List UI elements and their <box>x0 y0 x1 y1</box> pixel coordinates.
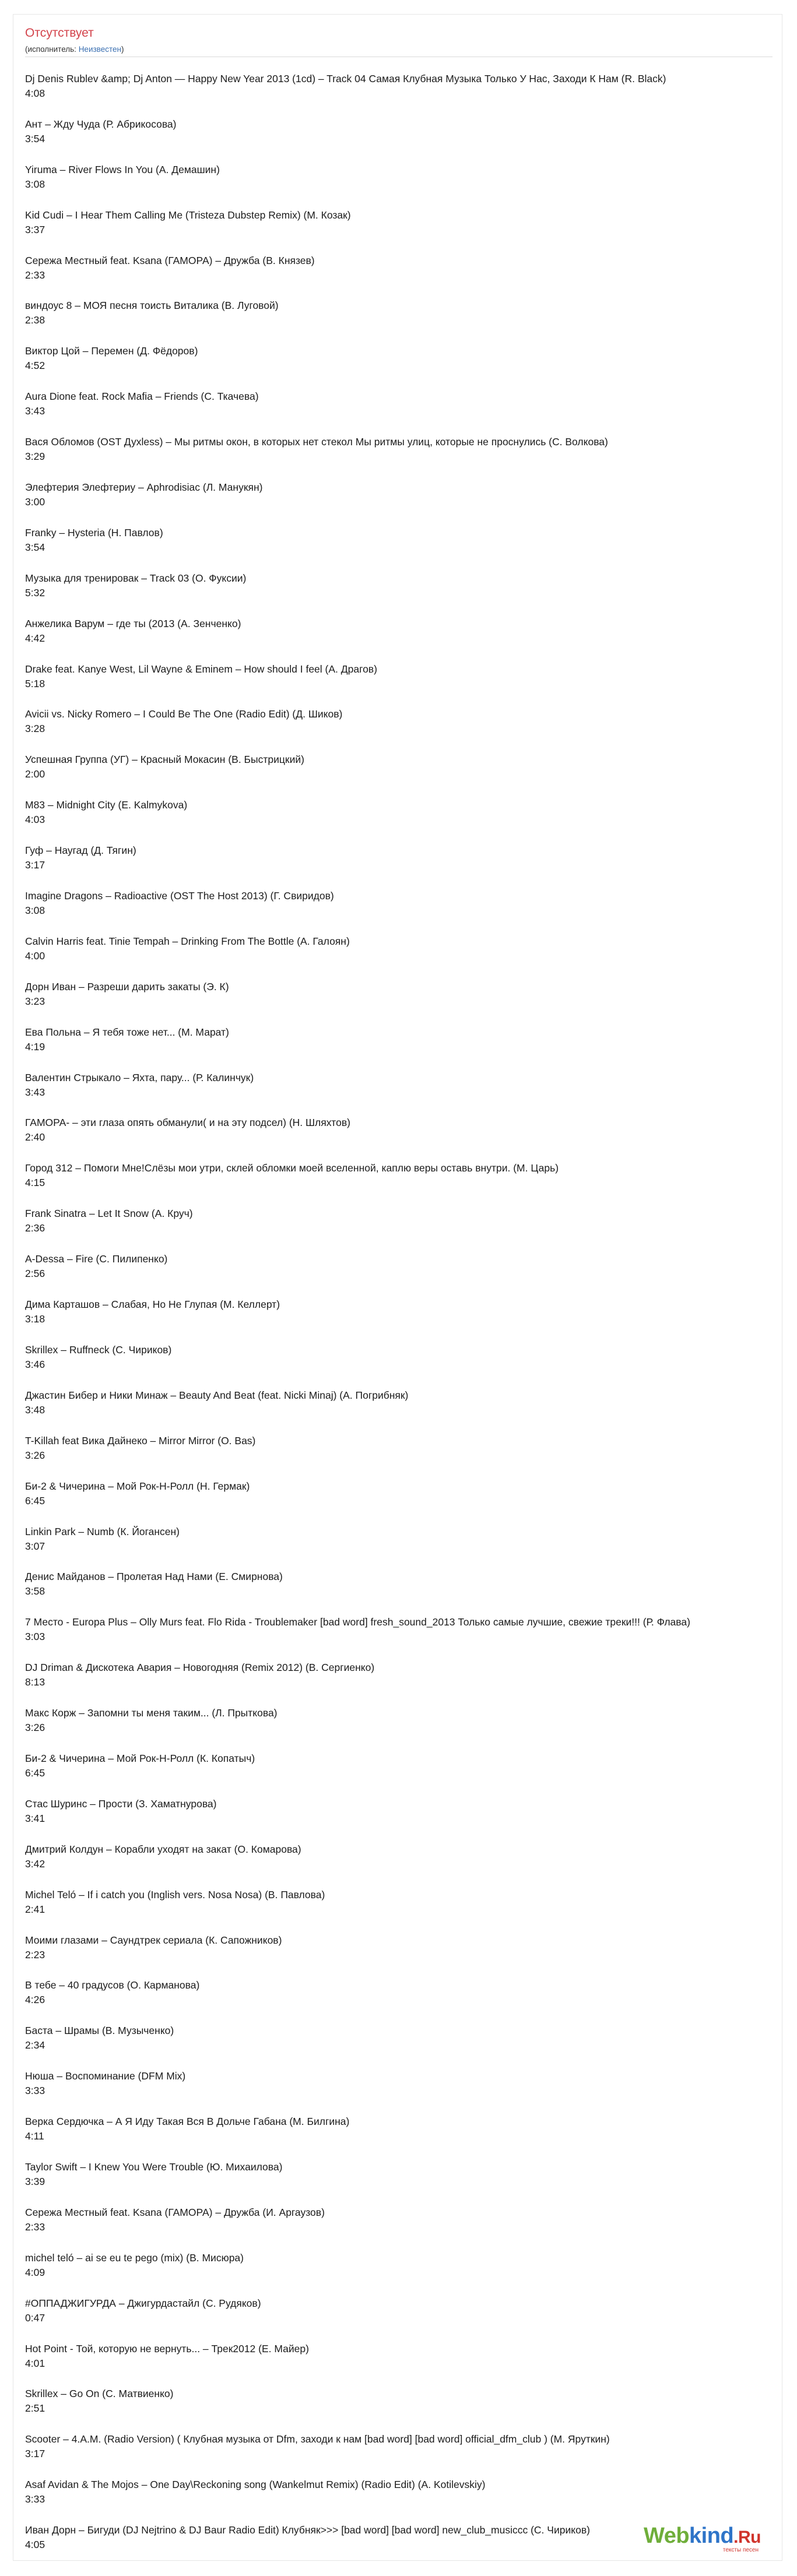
track-duration: 3:58 <box>25 1585 45 1597</box>
track-item <box>25 2376 777 2422</box>
track-title-link[interactable]: Стас Шуринс – Прости (З. Хаматнурова) <box>25 1797 217 1810</box>
track-title-link[interactable]: Виктор Цой – Перемен (Д. Фёдоров) <box>25 345 198 357</box>
track-item <box>25 1695 777 1741</box>
track-duration: 3:37 <box>25 223 45 235</box>
track-item <box>25 152 777 198</box>
track-duration: 2:38 <box>25 314 45 326</box>
track-duration: 3:33 <box>25 2493 45 2505</box>
track-item <box>25 470 777 515</box>
track-duration: 3:41 <box>25 1812 45 1824</box>
track-title-link[interactable]: Вася Обломов (OST Духless) – Мы ритмы окон, в которых нет стекол Мы ритмы улиц, которые не проснулись (С. Волкова) <box>25 436 608 448</box>
track-duration: 2:56 <box>25 1268 45 1280</box>
logo-part-web: Web <box>644 2524 690 2548</box>
track-title-link[interactable]: Город 312 – Помоги Мне!Слёзы мои утри, склей обломки моей вселенной, каплю веры оставь внутри. (М. Царь) <box>25 1162 559 1174</box>
track-title-link[interactable]: Би-2 & Чичерина – Мой Рок-Н-Ролл (К. Копатыч) <box>25 1752 255 1764</box>
track-title-link[interactable]: Aura Dione feat. Rock Mafia – Friends (С. Ткачева) <box>25 390 259 403</box>
track-item <box>25 1287 777 1332</box>
track-duration: 2:51 <box>25 2402 45 2415</box>
track-item <box>25 424 777 470</box>
track-title-link[interactable]: виндоус 8 – МОЯ песня тоисть Виталика (В. Луговой) <box>25 300 279 312</box>
track-duration: 3:08 <box>25 905 45 917</box>
track-title-link[interactable]: Иван Дорн – Бигуди (DJ Nejtrino & DJ Baur Radio Edit) Клубняк>>> [bad word] [bad word] new_club_musiccc (С. Чириков) <box>25 2524 590 2536</box>
track-list <box>25 61 777 2558</box>
track-title-link[interactable]: ГАМОРА- – эти глаза опять обманули( и на эту подсел) (Н. Шляхтов) <box>25 1117 350 1129</box>
track-duration: 4:42 <box>25 632 45 644</box>
track-item <box>25 288 777 333</box>
track-item <box>25 606 777 652</box>
track-duration: 3:54 <box>25 541 45 553</box>
logo-part-kind: kind <box>689 2524 734 2548</box>
track-item <box>25 333 777 379</box>
track-item <box>25 2195 777 2240</box>
track-title-link[interactable]: Гуф – Наугад (Д. Тягин) <box>25 844 136 857</box>
track-title-link[interactable]: Сережа Местный feat. Ksana (ГАМОРА) – Дружба (И. Аргаузов) <box>25 2206 325 2218</box>
track-duration: 4:09 <box>25 2266 45 2278</box>
track-item <box>25 2286 777 2331</box>
track-item <box>25 515 777 561</box>
track-duration: 4:15 <box>25 1177 45 1189</box>
track-title-link[interactable]: T-Killah feat Вика Дайнеко – Mirror Mirror (О. Bas) <box>25 1434 256 1447</box>
track-item <box>25 696 777 742</box>
track-item <box>25 1469 777 1514</box>
track-title-link[interactable]: Сережа Местный feat. Ksana (ГАМОРА) – Дружба (В. Князев) <box>25 254 315 266</box>
track-title-link[interactable]: В тебе – 40 градусов (О. Карманова) <box>25 1979 200 1991</box>
track-duration: 3:33 <box>25 2085 45 2097</box>
performer-link[interactable]: Неизвестен <box>78 45 121 54</box>
track-item <box>25 1604 777 1650</box>
track-duration: 3:00 <box>25 496 45 508</box>
performer-line <box>25 45 124 54</box>
track-title-link[interactable]: Нюша – Воспоминание (DFM Mix) <box>25 2070 186 2082</box>
track-title-link[interactable]: Frank Sinatra – Let It Snow (А. Круч) <box>25 1208 193 1220</box>
track-duration: 6:45 <box>25 1494 45 1507</box>
logo-part-ru: .Ru <box>733 2528 761 2547</box>
track-title-link[interactable]: A-Dessa – Fire (С. Пилипенко) <box>25 1253 168 1265</box>
content-panel <box>13 14 782 2561</box>
track-title-link[interactable]: Анжелика Варум – где ты (2013 (А. Зенченко) <box>25 617 241 629</box>
track-title-link[interactable]: Ева Польна – Я тебя тоже нет... (М. Марат) <box>25 1026 229 1038</box>
track-item <box>25 2240 777 2286</box>
track-title-link[interactable]: Dj Denis Rublev &amp; Dj Anton — Happy New Year 2013 (1cd) – Track 04 Самая Клубная Музыка Только У Нас, Заходи К Нам (R. Black) <box>25 73 666 85</box>
track-item <box>25 561 777 606</box>
track-item <box>25 1378 777 1423</box>
track-title-link[interactable]: Дорн Иван – Разреши дарить закаты (Э. К) <box>25 980 229 993</box>
track-duration: 3:54 <box>25 132 45 145</box>
track-duration: 4:00 <box>25 949 45 962</box>
track-title-link[interactable]: Skrillex – Ruffneck (С. Чириков) <box>25 1343 172 1356</box>
track-item <box>25 878 777 924</box>
track-title-link[interactable]: Дима Карташов – Слабая, Но Не Глупая (М. Келлерт) <box>25 1298 280 1311</box>
track-item <box>25 2013 777 2058</box>
track-title-link[interactable]: Моими глазами – Саундтрек сериала (К. Сапожников) <box>25 1934 282 1946</box>
logo-wordmark <box>644 2524 761 2549</box>
track-title-link[interactable]: Michel Teló – If i catch you (Inglish vers. Nosa Nosa) (В. Павлова) <box>25 1888 325 1901</box>
track-duration: 0:47 <box>25 2311 45 2324</box>
track-item <box>25 1877 777 1923</box>
track-title-link[interactable]: Asaf Avidan & The Mojos – One Day\Reckoning song (Wankelmut Remix) (Radio Edit) (A. Kotilevskiy) <box>25 2479 486 2491</box>
track-item <box>25 924 777 969</box>
track-title-link[interactable]: Taylor Swift – I Knew You Were Trouble (Ю. Михаилова) <box>25 2160 283 2173</box>
track-item <box>25 742 777 787</box>
track-title-link[interactable]: Денис Майданов – Пролетая Над Нами (Е. Смирнова) <box>25 1571 283 1583</box>
track-duration: 3:39 <box>25 2175 45 2187</box>
track-duration: 5:32 <box>25 586 45 599</box>
track-title-link[interactable]: Hot Point - Той, которую не вернуть... – Трек2012 (Е. Майер) <box>25 2342 309 2355</box>
track-duration: 3:48 <box>25 1403 45 1416</box>
track-item <box>25 1105 777 1150</box>
track-title-link[interactable]: Би-2 & Чичерина – Мой Рок-Н-Ролл (Н. Гермак) <box>25 1480 250 1492</box>
track-item <box>25 1514 777 1560</box>
track-item <box>25 1423 777 1469</box>
track-title-link[interactable]: M83 – Midnight City (E. Kalmykova) <box>25 799 188 811</box>
track-item <box>25 1332 777 1378</box>
track-item <box>25 1923 777 1968</box>
track-duration: 8:13 <box>25 1676 45 1688</box>
track-item <box>25 1786 777 1832</box>
track-item <box>25 1650 777 1695</box>
track-title-link[interactable]: Scooter – 4.A.M. (Radio Version) ( Клубная музыка от Dfm, заходи к нам [bad word] [bad word] official_dfm_club ) (М. Яруткин) <box>25 2433 610 2445</box>
track-title-link[interactable]: Дмитрий Колдун – Корабли уходят на закат (О. Комарова) <box>25 1843 301 1855</box>
track-title-link[interactable]: Элефтерия Элефтериу – Aphrodisiac (Л. Манукян) <box>25 481 263 494</box>
track-duration: 3:28 <box>25 723 45 735</box>
track-duration: 2:34 <box>25 2039 45 2051</box>
track-item <box>25 2422 777 2467</box>
track-item <box>25 2331 777 2377</box>
logo-tagline: тексты песен <box>722 2547 759 2553</box>
track-item <box>25 1060 777 1106</box>
track-duration: 3:29 <box>25 451 45 463</box>
track-title-link[interactable]: Джастин Бибер и Ники Минаж – Beauty And Beat (feat. Nicki Minaj) (А. Погрибняк) <box>25 1389 409 1401</box>
track-duration: 4:05 <box>25 2539 45 2551</box>
track-duration: 3:18 <box>25 1313 45 1325</box>
track-duration: 3:26 <box>25 1449 45 1461</box>
track-title-link[interactable]: Верка Сердючка – А Я Иду Такая Вся В Дольче Габана (М. Билгина) <box>25 2116 350 2128</box>
track-duration: 3:42 <box>25 1857 45 1870</box>
track-duration: 3:07 <box>25 1540 45 1552</box>
track-duration: 3:08 <box>25 178 45 190</box>
track-duration: 4:08 <box>25 87 45 99</box>
track-title-link[interactable]: Музыка для тренировак – Track 03 (О. Фуксии) <box>25 572 247 584</box>
track-item <box>25 379 777 424</box>
track-title-link[interactable]: Баста – Шрамы (В. Музыченко) <box>25 2025 174 2037</box>
track-duration: 4:19 <box>25 1040 45 1053</box>
track-title-link[interactable]: Skrillex – Go On (С. Матвиенко) <box>25 2388 174 2400</box>
webkind-logo[interactable] <box>644 2524 761 2553</box>
track-duration: 2:23 <box>25 1948 45 1961</box>
track-title-link[interactable]: Валентин Стрыкало – Яхта, пару... (Р. Калинчук) <box>25 1071 254 1083</box>
track-item <box>25 1559 777 1604</box>
performer-label: (исполнитель: <box>25 45 79 54</box>
track-title-link[interactable]: michel teló – ai se eu te pego (mix) (В. Мисюра) <box>25 2251 244 2264</box>
track-title-link[interactable]: 7 Место - Europa Plus – Olly Murs feat. Flo Rida - Troublemaker [bad word] fresh_sound_2013 Только самые лучшие, свежие треки!!! (Р. Флава) <box>25 1616 690 1628</box>
track-duration: 3:26 <box>25 1722 45 1734</box>
track-item <box>25 1015 777 1060</box>
track-item <box>25 1741 777 1786</box>
track-title-link[interactable]: Franky – Hysteria (Н. Павлов) <box>25 526 163 539</box>
track-title-link[interactable]: Kid Cudi – I Hear Them Calling Me (Tristeza Dubstep Remix) (М. Козак) <box>25 209 351 221</box>
track-item <box>25 2104 777 2149</box>
track-item <box>25 107 777 152</box>
track-duration: 5:18 <box>25 677 45 689</box>
track-duration: 3:03 <box>25 1631 45 1643</box>
track-item <box>25 1241 777 1287</box>
track-item <box>25 198 777 243</box>
track-title-link[interactable]: Drake feat. Kanye West, Lil Wayne & Eminem – How should I feel (А. Драгов) <box>25 663 377 675</box>
track-duration: 3:43 <box>25 405 45 417</box>
track-title-link[interactable]: Ант – Жду Чуда (Р. Абрикосова) <box>25 118 177 130</box>
track-duration: 3:23 <box>25 995 45 1007</box>
track-title-link[interactable]: DJ Driman & Дискотека Авария – Новогодняя (Remix 2012) (В. Сергиенко) <box>25 1662 375 1674</box>
track-item <box>25 1832 777 1877</box>
track-duration: 6:45 <box>25 1766 45 1779</box>
track-duration: 3:46 <box>25 1358 45 1370</box>
track-duration: 4:11 <box>25 2130 44 2142</box>
track-duration: 3:43 <box>25 1086 45 1098</box>
track-title-link[interactable]: Calvin Harris feat. Tinie Tempah – Drinking From The Bottle (А. Галоян) <box>25 935 350 947</box>
track-title-link[interactable]: Успешная Группа (УГ) – Красный Мокасин (В. Быстрицкий) <box>25 754 304 766</box>
track-duration: 4:01 <box>25 2357 45 2369</box>
track-duration: 2:00 <box>25 768 45 780</box>
page-title: Отсутствует <box>25 26 94 40</box>
track-item <box>25 1968 777 2013</box>
track-item <box>25 2467 777 2512</box>
track-duration: 4:03 <box>25 814 45 826</box>
track-title-link[interactable]: Imagine Dragons – Radioactive (OST The Host 2013) (Г. Свиридов) <box>25 890 334 902</box>
track-duration: 2:41 <box>25 1903 45 1915</box>
track-item <box>25 652 777 697</box>
track-item <box>25 2149 777 2195</box>
track-duration: 2:36 <box>25 1222 45 1234</box>
track-duration: 3:17 <box>25 859 45 871</box>
track-duration: 2:33 <box>25 2220 45 2233</box>
track-duration: 3:17 <box>25 2448 45 2460</box>
track-item <box>25 243 777 288</box>
track-item <box>25 1196 777 1241</box>
track-item <box>25 787 777 833</box>
track-item <box>25 1150 777 1196</box>
track-item <box>25 969 777 1015</box>
track-duration: 2:40 <box>25 1131 45 1143</box>
track-item <box>25 61 777 107</box>
track-title-link[interactable]: Yiruma – River Flows In You (А. Демашин) <box>25 163 220 175</box>
track-item <box>25 2058 777 2104</box>
track-duration: 2:33 <box>25 269 45 281</box>
performer-close: ) <box>121 45 124 54</box>
track-title-link[interactable]: Avicii vs. Nicky Romero – I Could Be The One (Radio Edit) (Д. Шиков) <box>25 708 343 720</box>
track-title-link[interactable]: Linkin Park – Numb (К. Йогансен) <box>25 1525 180 1537</box>
track-duration: 4:52 <box>25 360 45 372</box>
track-duration: 4:26 <box>25 1994 45 2006</box>
track-title-link[interactable]: #ОППАДЖИГУРДА – Джигурдастайл (С. Рудяков) <box>25 2297 261 2309</box>
track-title-link[interactable]: Макс Корж – Запомни ты меня таким... (Л. Прыткова) <box>25 1707 278 1719</box>
track-item <box>25 833 777 878</box>
